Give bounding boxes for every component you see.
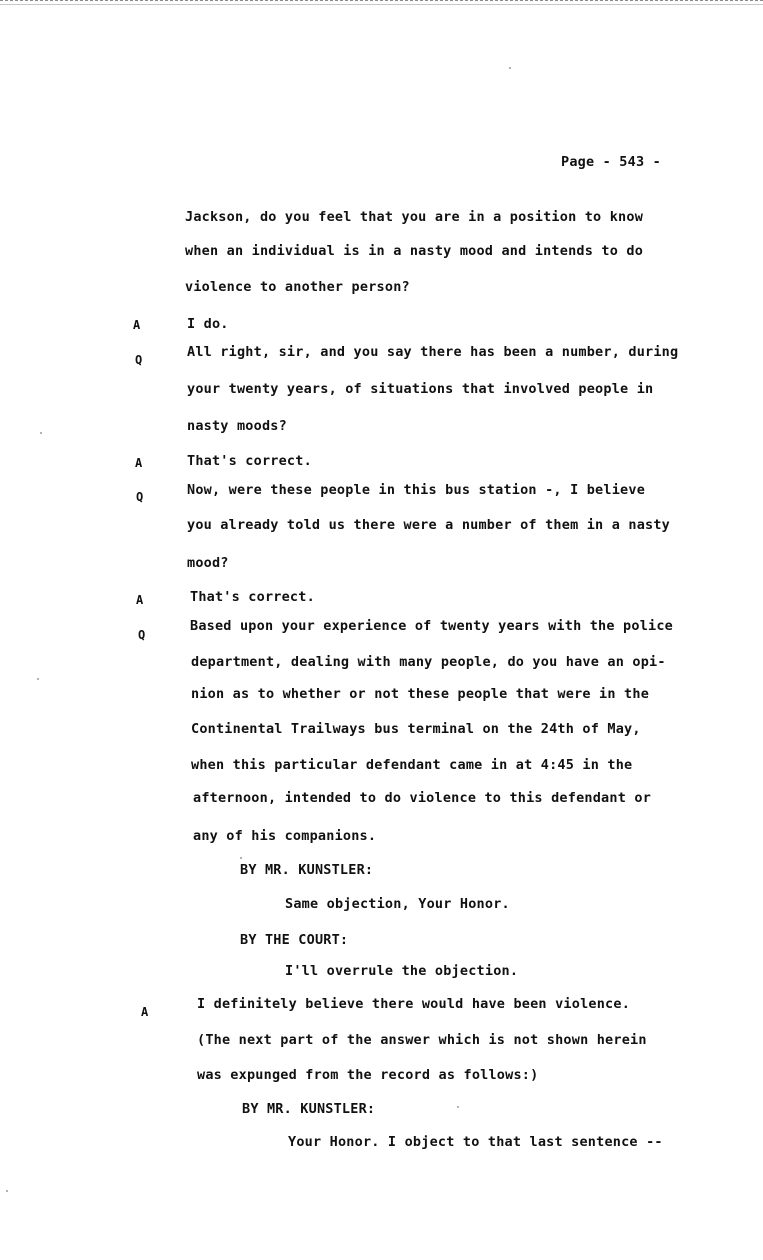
transcript-line: when an individual is in a nasty mood and intends to do xyxy=(185,243,644,259)
transcript-line: nion as to whether or not these people that were in the xyxy=(191,686,650,702)
answer-marker: A xyxy=(141,1005,149,1019)
transcript-line: your twenty years, of situations that involved people in xyxy=(187,381,654,397)
transcript-line: violence to another person? xyxy=(185,279,410,295)
transcript-line: I do. xyxy=(187,316,229,332)
transcript-line: Continental Trailways bus terminal on the 24th of May, xyxy=(191,721,641,737)
transcript-line: department, dealing with many people, do you have an opi- xyxy=(191,654,666,670)
transcript-line: That's correct. xyxy=(187,453,312,469)
transcript-line: Now, were these people in this bus station -, I believe xyxy=(187,482,646,498)
transcript-line: Same objection, Your Honor. xyxy=(285,896,510,912)
scan-speck xyxy=(457,1106,459,1108)
scan-speck xyxy=(509,67,511,69)
scan-speck xyxy=(40,432,42,434)
scan-speck xyxy=(6,1190,8,1192)
speaker-heading: BY THE COURT: xyxy=(240,932,349,948)
answer-marker: A xyxy=(135,456,143,470)
transcript-line: you already told us there were a number of them in a nasty xyxy=(187,517,671,533)
speaker-heading: BY MR. KUNSTLER: xyxy=(242,1101,376,1117)
page-number: Page - 543 - xyxy=(561,154,661,170)
transcript-line: mood? xyxy=(187,555,229,571)
transcript-line: All right, sir, and you say there has been a number, during xyxy=(187,344,679,360)
transcript-line: Your Honor. I object to that last sentence -- xyxy=(288,1134,663,1150)
speaker-heading: BY MR. KUNSTLER: xyxy=(240,862,374,878)
scan-top-edge xyxy=(0,0,763,5)
question-marker: Q xyxy=(135,353,143,367)
question-marker: Q xyxy=(136,490,144,504)
transcript-line: afternoon, intended to do violence to this defendant or xyxy=(193,790,652,806)
question-marker: Q xyxy=(138,628,146,642)
scan-speck xyxy=(37,678,39,680)
transcript-line: I definitely believe there would have been violence. xyxy=(197,996,631,1012)
transcript-line: That's correct. xyxy=(190,589,315,605)
transcript-line: I'll overrule the objection. xyxy=(285,963,519,979)
scan-speck xyxy=(240,857,242,859)
answer-marker: A xyxy=(133,318,141,332)
transcript-line: (The next part of the answer which is not shown herein xyxy=(197,1032,647,1048)
transcript-line: was expunged from the record as follows:) xyxy=(197,1067,539,1083)
transcript-line: any of his companions. xyxy=(193,828,377,844)
transcript-line: Jackson, do you feel that you are in a position to know xyxy=(185,209,644,225)
answer-marker: A xyxy=(136,593,144,607)
transcript-line: nasty moods? xyxy=(187,418,287,434)
transcript-line: Based upon your experience of twenty years with the police xyxy=(190,618,674,634)
transcript-line: when this particular defendant came in at 4:45 in the xyxy=(191,757,633,773)
